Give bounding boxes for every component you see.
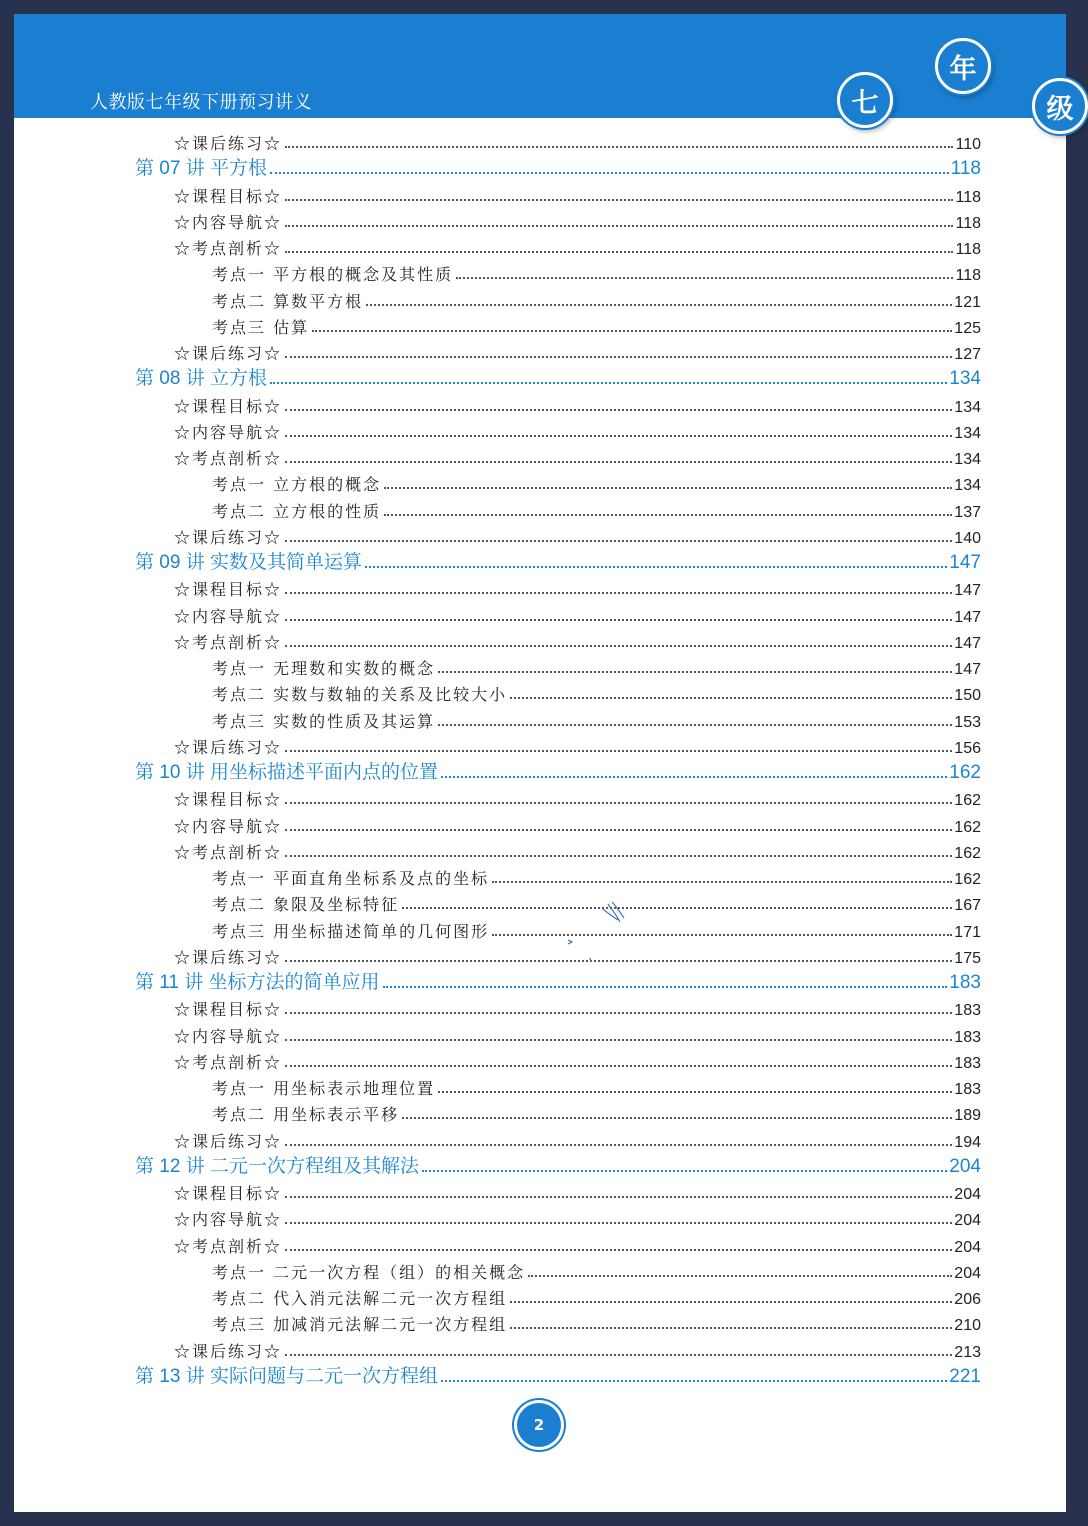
toc-section-row[interactable] <box>174 994 981 1020</box>
toc-topic-row[interactable] <box>212 1283 981 1309</box>
toc-dot-leader <box>492 881 952 883</box>
pen-mark-decoration <box>562 896 632 966</box>
toc-topic-row[interactable] <box>212 469 981 495</box>
toc-page-number: 204 <box>954 1186 981 1203</box>
toc-entry-label: 考点三 用坐标描述简单的几何图形 <box>212 921 490 941</box>
toc-dot-leader <box>285 802 952 804</box>
toc-section-row[interactable] <box>174 1336 981 1362</box>
toc-page-number: 134 <box>954 424 981 442</box>
toc-entry-label: ☆课程目标☆ <box>174 1000 283 1020</box>
toc-entry-label: 第 10 讲 用坐标描述平面内点的位置 <box>135 762 438 783</box>
toc-page-number: 140 <box>954 529 981 547</box>
grade-badge-qi: 七 <box>837 72 893 128</box>
toc-entry-label: ☆内容导航☆ <box>174 1210 283 1230</box>
toc-dot-leader <box>365 566 947 568</box>
toc-entry-label: 考点二 代入消元法解二元一次方程组 <box>212 1289 508 1308</box>
toc-topic-row[interactable] <box>212 863 981 889</box>
toc-section-row[interactable] <box>174 574 981 600</box>
toc-dot-leader <box>285 750 952 752</box>
toc-dot-leader <box>285 225 953 227</box>
toc-chapter-row[interactable] <box>135 968 981 994</box>
toc-page-number: 134 <box>954 398 981 416</box>
toc-dot-leader <box>384 514 952 516</box>
toc-chapter-row[interactable] <box>135 1362 981 1388</box>
grade-badge-ji: 级 <box>1032 78 1088 134</box>
toc-entry-label: ☆课程目标☆ <box>174 790 283 810</box>
toc-dot-leader <box>312 330 952 332</box>
toc-entry-label: ☆课程目标☆ <box>174 396 283 416</box>
toc-section-row[interactable] <box>174 233 981 259</box>
toc-section-row[interactable] <box>174 1126 981 1152</box>
toc-topic-row[interactable] <box>212 286 981 312</box>
toc-dot-leader <box>528 1275 952 1277</box>
toc-dot-leader <box>456 277 953 279</box>
toc-entry-label: ☆考点剖析☆ <box>174 1052 283 1072</box>
toc-dot-leader <box>285 1012 952 1014</box>
toc-entry-label: ☆课后练习☆ <box>174 1131 283 1151</box>
toc-topic-row[interactable] <box>212 1309 981 1335</box>
toc-entry-label: ☆课程目标☆ <box>174 1184 283 1203</box>
toc-page-number: 121 <box>954 293 981 311</box>
toc-dot-leader <box>285 409 952 411</box>
grade-badge-nian: 年 <box>935 38 991 94</box>
toc-dot-leader <box>285 1144 952 1146</box>
toc-entry-label: ☆课后练习☆ <box>174 134 283 153</box>
toc-dot-leader <box>270 382 947 384</box>
toc-section-row[interactable] <box>174 338 981 364</box>
toc-topic-row[interactable] <box>212 706 981 732</box>
toc-dot-leader <box>438 671 952 673</box>
toc-entry-label: 第 11 讲 坐标方法的简单应用 <box>135 972 380 993</box>
toc-page-number: 167 <box>954 897 981 915</box>
toc-dot-leader <box>285 251 953 253</box>
toc-entry-label: 第 12 讲 二元一次方程组及其解法 <box>135 1155 419 1177</box>
toc-section-row[interactable] <box>174 1047 981 1073</box>
toc-dot-leader <box>438 1091 952 1093</box>
toc-page-number: 156 <box>954 739 981 757</box>
toc-entry-label: ☆考点剖析☆ <box>174 632 283 652</box>
toc-entry-label: 第 13 讲 实际问题与二元一次方程组 <box>135 1365 438 1387</box>
toc-entry-label: 考点二 算数平方根 <box>212 291 364 311</box>
toc-entry-label: 第 08 讲 立方根 <box>135 368 267 390</box>
document-page <box>14 14 1074 1512</box>
toc-entry-label: ☆课后练习☆ <box>174 344 283 363</box>
toc-topic-row[interactable] <box>212 1257 981 1283</box>
toc-entry-label: 考点一 立方根的概念 <box>212 475 382 495</box>
toc-page-number: 183 <box>954 1054 981 1072</box>
toc-section-row[interactable] <box>174 732 981 758</box>
toc-page-number: 189 <box>954 1107 981 1125</box>
toc-entry-label: ☆课后练习☆ <box>174 1341 283 1361</box>
toc-page-number: 147 <box>954 608 981 626</box>
toc-section-row[interactable] <box>174 627 981 653</box>
toc-dot-leader <box>285 461 952 463</box>
toc-topic-row[interactable] <box>212 653 981 679</box>
toc-entry-label: 考点一 无理数和实数的概念 <box>212 659 436 678</box>
toc-page-number: 125 <box>954 319 981 337</box>
toc-entry-label: ☆考点剖析☆ <box>174 239 283 258</box>
toc-page-number: 118 <box>955 267 981 285</box>
toc-entry-label: ☆内容导航☆ <box>174 212 283 232</box>
toc-section-row[interactable] <box>174 417 981 443</box>
toc-dot-leader <box>285 199 953 201</box>
toc-dot-leader <box>366 304 952 306</box>
toc-entry-label: ☆课后练习☆ <box>174 737 283 757</box>
toc-dot-leader <box>285 829 952 831</box>
toc-page-number: 204 <box>949 1155 981 1177</box>
toc-dot-leader <box>285 1065 952 1067</box>
toc-page-number: 162 <box>954 792 981 810</box>
toc-entry-label: ☆考点剖析☆ <box>174 449 283 468</box>
toc-topic-row[interactable] <box>212 312 981 338</box>
toc-dot-leader <box>285 645 952 647</box>
toc-entry-label: ☆内容导航☆ <box>174 1026 283 1046</box>
toc-dot-leader <box>285 1039 952 1041</box>
toc-page-number: 153 <box>954 713 981 731</box>
toc-dot-leader <box>438 724 952 726</box>
toc-page-number: 147 <box>954 582 981 600</box>
toc-entry-label: 考点一 用坐标表示地理位置 <box>212 1079 436 1098</box>
toc-page-number: 118 <box>955 214 981 232</box>
toc-page-number: 204 <box>954 1238 981 1256</box>
toc-page-number: 118 <box>950 158 981 180</box>
toc-dot-leader <box>510 697 952 699</box>
toc-section-row[interactable] <box>174 1231 981 1257</box>
toc-entry-label: ☆课程目标☆ <box>174 580 283 600</box>
toc-topic-row[interactable] <box>212 259 981 285</box>
toc-page-number: 210 <box>954 1317 981 1335</box>
toc-page-number: 204 <box>954 1264 981 1282</box>
toc-entry-label: ☆内容导航☆ <box>174 606 283 626</box>
toc-page-number: 162 <box>954 871 981 888</box>
toc-entry-label: ☆内容导航☆ <box>174 422 283 442</box>
toc-dot-leader <box>285 540 952 542</box>
toc-page-number: 150 <box>954 687 981 705</box>
toc-section-row[interactable] <box>174 443 981 469</box>
toc-entry-label: ☆课程目标☆ <box>174 186 283 206</box>
toc-entry-label: ☆课后练习☆ <box>174 527 283 547</box>
header-title: 人教版七年级下册预习讲义 <box>90 92 312 113</box>
toc-dot-leader <box>285 1249 952 1251</box>
toc-page-number: 134 <box>954 451 981 468</box>
toc-page-number: 162 <box>954 818 981 836</box>
toc-entry-label: 考点二 用坐标表示平移 <box>212 1105 400 1125</box>
toc-dot-leader <box>285 356 952 358</box>
toc-entry-label: ☆考点剖析☆ <box>174 1236 283 1256</box>
toc-dot-leader <box>510 1301 952 1303</box>
toc-entry-label: ☆考点剖析☆ <box>174 842 283 862</box>
toc-entry-label: 考点二 象限及坐标特征 <box>212 895 400 915</box>
toc-section-row[interactable] <box>174 1021 981 1047</box>
toc-page-number: 175 <box>954 949 981 967</box>
toc-entry-label: ☆课后练习☆ <box>174 947 283 967</box>
toc-page-number: 183 <box>954 1028 981 1046</box>
toc-page-number: 147 <box>954 634 981 652</box>
toc-section-row[interactable] <box>174 601 981 627</box>
toc-page-number: 204 <box>954 1212 981 1230</box>
toc-entry-label: 考点三 估算 <box>212 317 310 337</box>
toc-chapter-row[interactable] <box>135 758 981 784</box>
toc-section-row[interactable] <box>174 128 981 154</box>
toc-chapter-row[interactable] <box>135 548 981 574</box>
toc-section-row[interactable] <box>174 837 981 863</box>
toc-page-number: 134 <box>949 368 981 390</box>
toc-page-number: 183 <box>954 1081 981 1098</box>
toc-page-number: 221 <box>949 1365 981 1387</box>
toc-topic-row[interactable] <box>212 679 981 705</box>
toc-entry-label: 考点一 平方根的概念及其性质 <box>212 265 454 285</box>
toc-dot-leader <box>285 146 953 148</box>
toc-dot-leader <box>285 435 952 437</box>
toc-dot-leader <box>384 487 952 489</box>
toc-page-number: 134 <box>954 477 981 495</box>
toc-dot-leader <box>383 986 948 988</box>
toc-entry-label: 考点二 立方根的性质 <box>212 501 382 521</box>
toc-chapter-row[interactable] <box>135 364 981 390</box>
toc-page-number: 110 <box>955 136 981 153</box>
toc-section-row[interactable] <box>174 181 981 207</box>
toc-topic-row[interactable] <box>212 1073 981 1099</box>
toc-topic-row[interactable] <box>212 1099 981 1125</box>
toc-page-number: 162 <box>954 844 981 862</box>
toc-page-number: 194 <box>954 1133 981 1151</box>
toc-dot-leader <box>441 1380 947 1382</box>
toc-section-row[interactable] <box>174 522 981 548</box>
toc-page-number: 183 <box>954 1002 981 1020</box>
toc-dot-leader <box>402 907 952 909</box>
toc-dot-leader <box>285 855 952 857</box>
toc-dot-leader <box>270 172 949 174</box>
toc-page-number: 118 <box>955 188 981 206</box>
toc-dot-leader <box>422 1170 947 1172</box>
toc-page-number: 171 <box>954 923 981 941</box>
toc-page-number: 118 <box>955 241 981 258</box>
toc-section-row[interactable] <box>174 1204 981 1230</box>
toc-dot-leader <box>285 592 952 594</box>
toc-page-number: 206 <box>954 1291 981 1308</box>
toc-entry-label: ☆内容导航☆ <box>174 816 283 836</box>
toc-section-row[interactable] <box>174 391 981 417</box>
toc-page-number: 147 <box>954 661 981 678</box>
toc-dot-leader <box>441 776 947 778</box>
toc-chapter-row[interactable] <box>135 154 981 180</box>
toc-dot-leader <box>510 1327 952 1329</box>
toc-entry-label: 考点三 实数的性质及其运算 <box>212 711 436 731</box>
toc-entry-label: 考点三 加减消元法解二元一次方程组 <box>212 1315 508 1335</box>
toc-dot-leader <box>285 1222 952 1224</box>
toc-entry-label: 第 09 讲 实数及其简单运算 <box>135 552 362 573</box>
toc-section-row[interactable] <box>174 811 981 837</box>
toc-topic-row[interactable] <box>212 496 981 522</box>
toc-dot-leader <box>285 1196 952 1198</box>
toc-page-number: 137 <box>954 503 981 521</box>
toc-entry-label: 考点一 二元一次方程（组）的相关概念 <box>212 1262 526 1282</box>
toc-dot-leader <box>285 619 952 621</box>
toc-page-number: 162 <box>949 762 981 783</box>
toc-entry-label: 考点二 实数与数轴的关系及比较大小 <box>212 685 508 705</box>
toc-page-number: 147 <box>949 552 981 573</box>
page-number-badge: 2 <box>517 1403 561 1447</box>
toc-page-number: 127 <box>954 346 981 363</box>
toc-entry-label: 考点一 平面直角坐标系及点的坐标 <box>212 869 490 888</box>
toc-page-number: 183 <box>949 972 981 993</box>
toc-page-number: 213 <box>954 1343 981 1361</box>
toc-section-row[interactable] <box>174 784 981 810</box>
toc-section-row[interactable] <box>174 1178 981 1204</box>
toc-dot-leader <box>402 1117 952 1119</box>
toc-dot-leader <box>285 1354 952 1356</box>
toc-section-row[interactable] <box>174 207 981 233</box>
toc-chapter-row[interactable] <box>135 1152 981 1178</box>
toc-entry-label: 第 07 讲 平方根 <box>135 158 267 180</box>
